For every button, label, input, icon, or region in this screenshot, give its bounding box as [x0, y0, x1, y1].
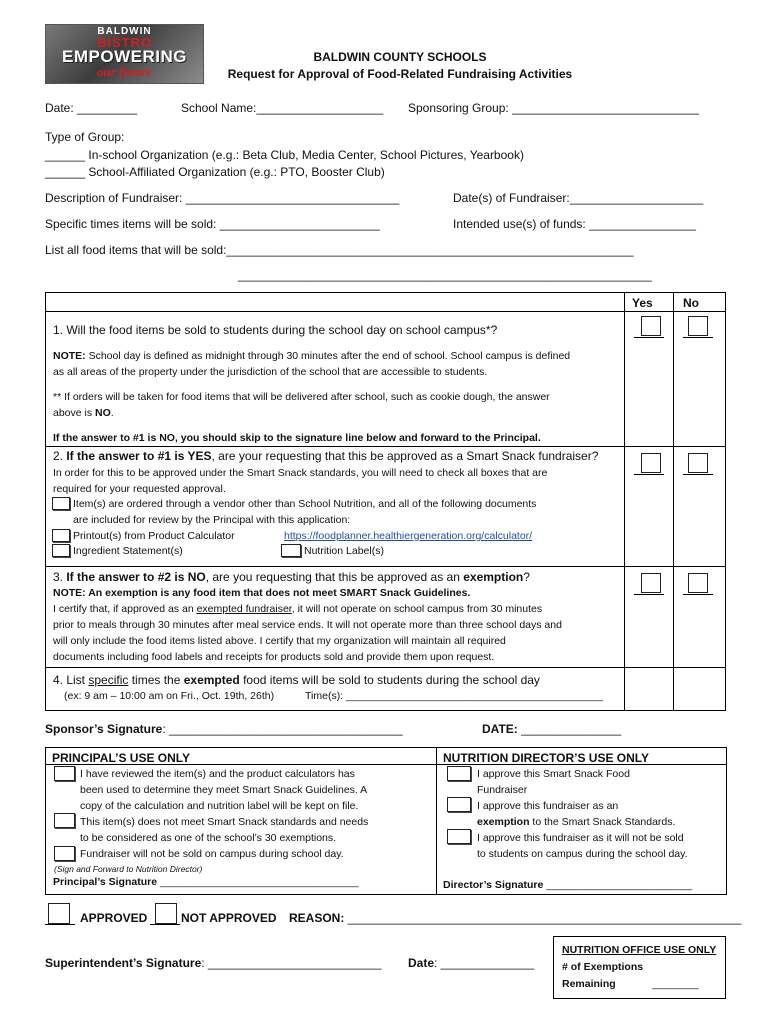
q1-no-line: [683, 337, 713, 338]
q1-yes-checkbox[interactable]: [641, 316, 661, 336]
principal-not-sold-text: Fundraiser will not be sold on campus during school day.: [80, 848, 344, 860]
approved-checkbox[interactable]: [48, 903, 70, 924]
food-items-field[interactable]: List all food items that will be sold:_____________________________________________________________: [45, 243, 634, 257]
q3-yes-line: [634, 594, 664, 595]
sponsor-date-label: DATE:: [482, 722, 518, 736]
approved-line: [45, 924, 75, 925]
specific-times-field[interactable]: Specific times items will be sold: ________________________: [45, 217, 380, 231]
q4-exempted: exempted: [183, 673, 240, 687]
q3-note: NOTE: An exemption is any food item that does not meet SMART Snack Guidelines.: [53, 587, 471, 599]
reason-line: ___________________________________________________________: [344, 911, 742, 925]
nutrition-label-text: Nutrition Label(s): [304, 545, 384, 557]
principal-not-sold-checkbox[interactable]: [54, 846, 75, 861]
logo-line-2: BISTRO: [96, 35, 153, 50]
note-2-end: .: [110, 407, 114, 419]
principal-not-meet-text-2: to be considered as one of the school’s 30 exemptions.: [80, 832, 337, 844]
table-divider-yes: [624, 292, 625, 711]
q3-certify-line-2: prior to meals through 30 minutes after meal service ends. It will not operate more than three school days and: [53, 619, 562, 631]
remaining-field[interactable]: ________: [652, 978, 699, 990]
q3-yes-checkbox[interactable]: [641, 573, 661, 593]
type-in-school-option[interactable]: ______ In-school Organization (e.g.: Beta Club, Media Center, School Pictures, Yearbook): [45, 148, 524, 162]
note-2-line-2: [53, 407, 114, 419]
reason-field[interactable]: [289, 911, 741, 925]
q3-certify-b: , it will not operate on school campus from 30 minutes: [291, 603, 543, 615]
printout-checkbox[interactable]: [52, 529, 70, 542]
intended-use-field[interactable]: Intended use(s) of funds: ________________: [453, 217, 696, 231]
superintendent-label: Superintendent’s Signature: [45, 956, 202, 970]
question-3: [53, 570, 530, 584]
form-title: Request for Approval of Food-Related Fundraising Activities: [227, 67, 573, 81]
principal-not-meet-text-1: This item(s) does not meet Smart Snack standards and needs: [80, 816, 369, 828]
q3-end: ?: [523, 570, 530, 584]
skip-instruction: If the answer to #1 is NO, you should skip to the signature line below and forward to the Principal.: [53, 432, 541, 444]
q2-yes-line: [634, 474, 664, 475]
sponsor-signature-line: : ___________________________________: [162, 722, 403, 736]
nd-smart-snack-text-2: Fundraiser: [477, 784, 528, 796]
description-field[interactable]: Description of Fundraiser: ________________________________: [45, 191, 400, 205]
baldwin-bistro-logo: [45, 24, 204, 84]
exemptions-count-label: # of Exemptions: [562, 961, 644, 973]
q3-certify-a: I certify that, if approved as an: [53, 603, 197, 615]
remaining-label: Remaining: [562, 978, 616, 990]
type-of-group-label: Type of Group:: [45, 130, 125, 144]
nd-exemption-rest: to the Smart Snack Standards.: [529, 816, 676, 828]
note-1-line-2: as all areas of the property under the jurisdiction of the school that are accessible to students.: [53, 366, 488, 378]
table-divider-no: [673, 292, 674, 711]
principal-forward-note: (Sign and Forward to Nutrition Director): [54, 864, 203, 874]
vendor-items-text-1: Item(s) are ordered through a vendor other than School Nutrition, and all of the following documents: [73, 498, 537, 510]
fundraiser-dates-field[interactable]: Date(s) of Fundraiser:____________________: [453, 191, 704, 205]
superintendent-date-label: Date: [408, 956, 435, 970]
q2-instruction-line-1: In order for this to be approved under the Smart Snack standards, you will need to check all boxes that are: [53, 467, 548, 479]
q4-specific: specific: [88, 673, 129, 687]
principal-reviewed-text-2: been used to determine they meet Smart Snack Guidelines. A: [80, 784, 368, 796]
note-1-line-1: [53, 350, 570, 362]
q3-certify-line-1: [53, 603, 542, 615]
nd-exemption-checkbox[interactable]: [447, 797, 471, 812]
nutrition-label-checkbox[interactable]: [281, 544, 301, 557]
q4-a: 4. List: [53, 673, 89, 687]
org-heading: BALDWIN COUNTY SCHOOLS: [313, 50, 487, 64]
sponsor-date-field[interactable]: [482, 722, 621, 736]
logo-line-1: BALDWIN: [97, 26, 152, 37]
nutrition-office-title: NUTRITION OFFICE USE ONLY: [562, 944, 717, 956]
nutrition-director-title: NUTRITION DIRECTOR’S USE ONLY: [443, 751, 650, 765]
row-rule-1: [45, 446, 726, 447]
note-1-text: School day is defined as midnight through 30 minutes after the end of school. School campus is defined: [85, 350, 571, 362]
principal-not-meet-checkbox[interactable]: [54, 813, 75, 828]
sponsor-signature-field[interactable]: [45, 722, 403, 736]
food-items-field-line-2[interactable]: ______________________________________________________________: [238, 268, 652, 282]
row-rule-2: [45, 566, 726, 567]
question-4: [53, 673, 540, 687]
approved-label: APPROVED: [80, 911, 148, 925]
nd-smart-snack-text-1: I approve this Smart Snack Food: [477, 768, 630, 780]
superintendent-colon: :: [201, 956, 205, 970]
director-signature-line: _________________________: [546, 879, 693, 891]
nd-not-sold-text-1: I approve this fundraiser as it will not be sold: [477, 832, 684, 844]
question-2: [53, 449, 598, 463]
nd-exemption-bold: exemption: [477, 816, 530, 828]
director-signature-field[interactable]: [443, 879, 692, 891]
calculator-link[interactable]: https://foodplanner.healthiergeneration.org/calculator/: [284, 530, 533, 542]
q4-b: times the: [128, 673, 184, 687]
q2-no-line: [683, 474, 713, 475]
q2-no-checkbox[interactable]: [688, 453, 708, 473]
q4-example: (ex: 9 am – 10:00 am on Fri., Oct. 19th, 26th): [64, 690, 275, 702]
q3-no-checkbox[interactable]: [688, 573, 708, 593]
yes-column-header: Yes: [632, 296, 653, 310]
school-name-field[interactable]: School Name:___________________: [181, 101, 384, 115]
note-2-text: above is: [53, 407, 96, 419]
table-header-rule: [45, 311, 726, 312]
logo-line-4: our future: [96, 64, 153, 79]
no-column-header: No: [683, 296, 699, 310]
superintendent-date-line: : ______________: [434, 956, 535, 970]
principal-signature-line: __________________________________: [159, 876, 359, 888]
superintendent-signature-field[interactable]: [45, 956, 381, 970]
q2-number: 2.: [53, 449, 67, 463]
type-affiliated-option[interactable]: ______ School-Affiliated Organization (e.g.: PTO, Booster Club): [45, 165, 385, 179]
q1-no-checkbox[interactable]: [688, 316, 708, 336]
sponsor-date-line: _______________: [517, 722, 622, 736]
q2-text: , are your requesting that this be approved as a Smart Snack fundraiser?: [211, 449, 599, 463]
q3-exemption: exemption: [463, 570, 524, 584]
note-2-no: NO: [95, 407, 111, 419]
vendor-items-text-2: are included for review by the Principal with this application:: [73, 514, 351, 526]
q2-condition: If the answer to #1 is YES: [66, 449, 212, 463]
principal-reviewed-text-1: I have reviewed the item(s) and the product calculators has: [80, 768, 355, 780]
principal-signature-label: Principal’s Signature: [53, 876, 160, 888]
vendor-items-checkbox[interactable]: [52, 497, 70, 510]
sponsor-signature-label: Sponsor’s Signature: [45, 722, 163, 736]
superintendent-date-field[interactable]: [408, 956, 534, 970]
principal-reviewed-text-3: copy of the calculation and nutrition label will be kept on file.: [80, 800, 359, 812]
logo-line-3: EMPOWERING: [62, 47, 187, 66]
q3-condition: If the answer to #2 is NO: [66, 570, 206, 584]
q3-certify-exempted: exempted fundraiser: [196, 603, 292, 615]
date-field[interactable]: Date: _________: [45, 101, 138, 115]
nd-exemption-text-2: [477, 816, 675, 828]
ingredient-checkbox[interactable]: [52, 544, 70, 557]
note-1-label: NOTE:: [53, 350, 86, 362]
ingredient-label: Ingredient Statement(s): [73, 545, 183, 557]
printout-label: Printout(s) from Product Calculator: [73, 530, 235, 542]
q1-yes-line: [634, 337, 664, 338]
q3-text: , are you requesting that this be approved as an: [205, 570, 464, 584]
principal-signature-field[interactable]: [53, 876, 359, 888]
nd-smart-snack-checkbox[interactable]: [447, 766, 471, 781]
superintendent-line: __________________________: [204, 956, 382, 970]
q4-times-field[interactable]: Time(s): ____________________________________________: [305, 690, 603, 702]
q3-certify-line-4: documents including food labels and receipts for products sold and provide them upon request.: [53, 651, 495, 663]
nd-not-sold-checkbox[interactable]: [447, 829, 471, 844]
reason-label: REASON:: [289, 911, 345, 925]
question-1: 1. Will the food items be sold to students during the school day on school campus*?: [53, 323, 498, 337]
q3-number: 3.: [53, 570, 67, 584]
not-approved-checkbox[interactable]: [155, 903, 177, 924]
director-signature-label: Director’s Signature: [443, 879, 547, 891]
q2-instruction-line-2: required for your requested approval.: [53, 483, 226, 495]
note-2-line-1: ** If orders will be taken for food items that will be delivered after school, such as cookie dough, the answer: [53, 391, 550, 403]
not-approved-line: [150, 924, 180, 925]
use-only-divider: [436, 747, 437, 895]
nd-exemption-text-1: I approve this fundraiser as an: [477, 800, 619, 812]
q4-c: food items will be sold to students during the school day: [239, 673, 540, 687]
sponsoring-group-field[interactable]: Sponsoring Group: ____________________________: [408, 101, 699, 115]
row-rule-3: [45, 667, 726, 668]
not-approved-label: NOT APPROVED: [181, 911, 277, 925]
principal-reviewed-checkbox[interactable]: [54, 766, 75, 781]
q3-no-line: [683, 594, 713, 595]
nd-not-sold-text-2: to students on campus during the school day.: [477, 848, 688, 860]
q3-certify-line-3: will only include the food items listed above. I certify that my organization will maintain all required: [53, 635, 506, 647]
q2-yes-checkbox[interactable]: [641, 453, 661, 473]
principal-title: PRINCIPAL’S USE ONLY: [52, 751, 191, 765]
